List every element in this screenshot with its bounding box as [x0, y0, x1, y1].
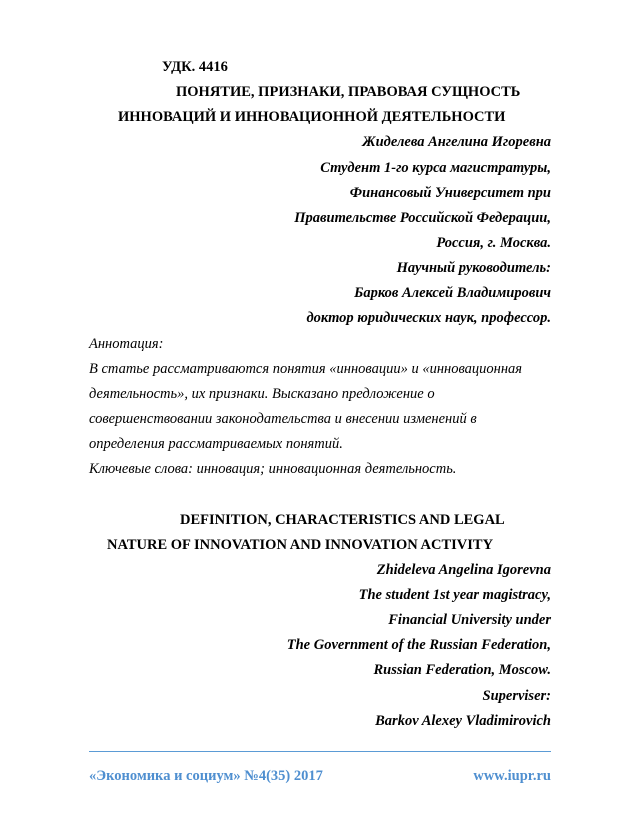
author-ru: Жиделева Ангелина Игоревна — [362, 134, 551, 150]
supervisor-name-ru: Барков Алексей Владимирович — [354, 285, 551, 301]
title-en-line1: DEFINITION, CHARACTERISTICS AND LEGAL — [180, 512, 505, 528]
footer-website-link[interactable]: www.iupr.ru — [473, 768, 551, 784]
author-en: Zhideleva Angelina Igorevna — [376, 562, 551, 578]
affiliation-en-line: The Government of the Russian Federation, — [286, 637, 551, 653]
affiliation-ru-line: Финансовый Университет при — [349, 185, 551, 201]
affiliation-en-line: The student 1st year magistracy, — [358, 587, 551, 603]
supervisor-label-en: Superviser: — [482, 688, 551, 704]
affiliation-en-line: Financial University under — [388, 612, 551, 628]
abstract-line: деятельность», их признаки. Высказано предложение о — [89, 386, 435, 402]
abstract-line: совершенствовании законодательства и внесении изменений в — [89, 411, 477, 427]
title-ru-line1: ПОНЯТИЕ, ПРИЗНАКИ, ПРАВОВАЯ СУЩНОСТЬ — [176, 84, 521, 100]
footer-divider — [89, 751, 551, 752]
supervisor-label-ru: Научный руководитель: — [396, 260, 551, 276]
abstract-line: определения рассматриваемых понятий. — [89, 436, 343, 452]
supervisor-degree-ru: доктор юридических наук, профессор. — [306, 310, 551, 326]
abstract-line: В статье рассматриваются понятия «инновации» и «инновационная — [89, 361, 523, 377]
affiliation-ru-line: Студент 1-го курса магистратуры, — [320, 160, 551, 176]
affiliation-en-line: Russian Federation, Moscow. — [373, 662, 551, 678]
abstract-label: Аннотация: — [89, 336, 164, 352]
udc-code: УДК. 4416 — [162, 59, 228, 75]
title-ru-line2: ИННОВАЦИЙ И ИННОВАЦИОННОЙ ДЕЯТЕЛЬНОСТИ — [118, 109, 506, 125]
affiliation-ru-line: Правительстве Российской Федерации, — [294, 210, 551, 226]
affiliation-ru-line: Россия, г. Москва. — [436, 235, 551, 251]
footer-journal: «Экономика и социум» №4(35) 2017 — [89, 768, 323, 784]
title-en-line2: NATURE OF INNOVATION AND INNOVATION ACTIVITY — [107, 537, 494, 553]
keywords: Ключевые слова: инновация; инновационная деятельность. — [89, 461, 457, 477]
supervisor-name-en: Barkov Alexey Vladimirovich — [375, 713, 551, 729]
